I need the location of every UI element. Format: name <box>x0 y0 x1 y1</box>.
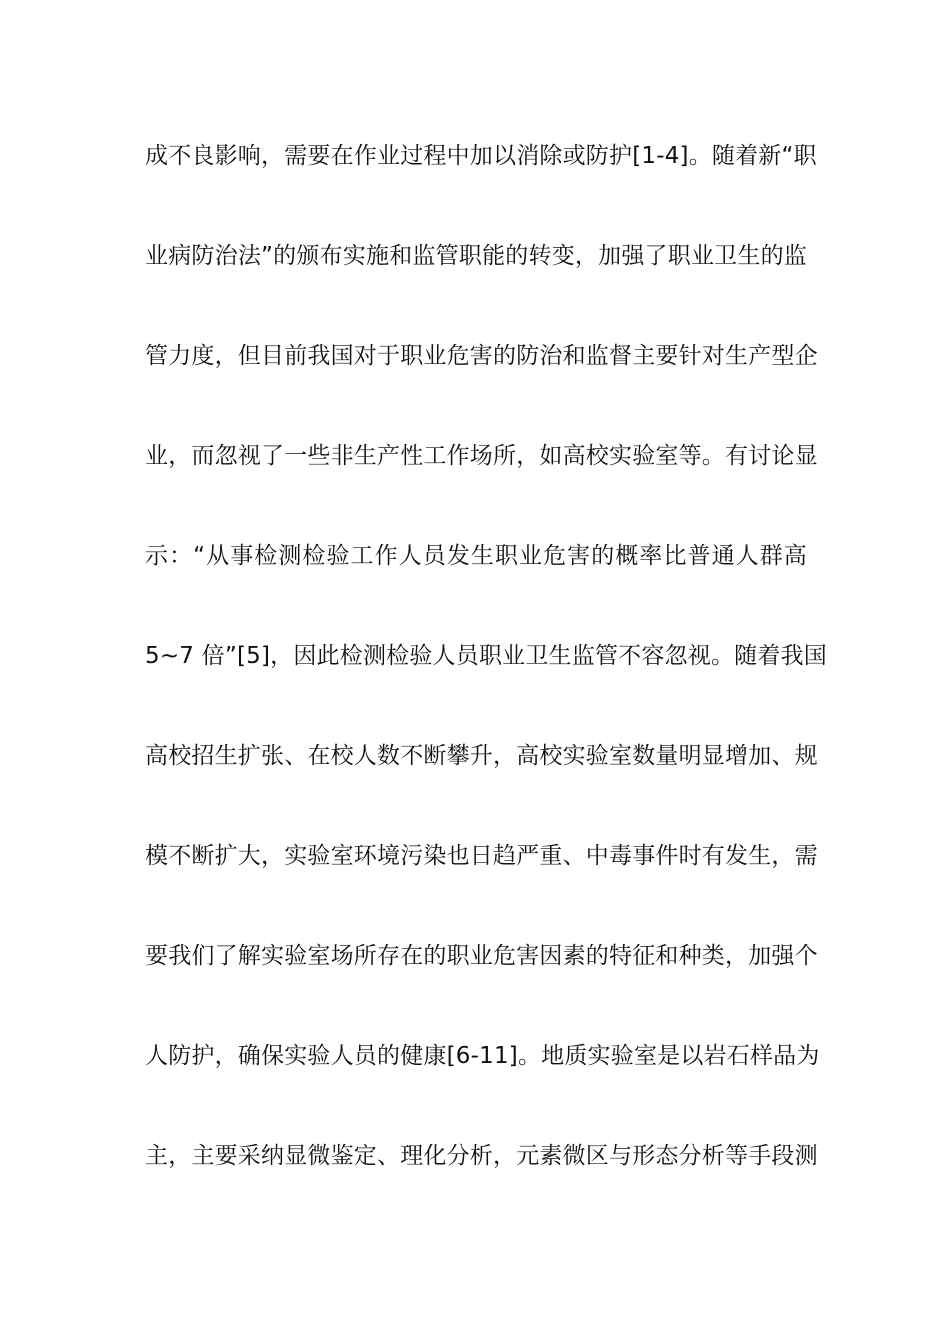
paragraph-line: 模不断扩大，实验室环境污染也日趋严重、中毒事件时有发生，需 <box>145 843 818 869</box>
paragraph-line: 人防护，确保实验人员的健康[6-11]。地质实验室是以岩石样品为 <box>145 1043 820 1069</box>
paragraph-line: 5~7 倍”[5]，因此检测检验人员职业卫生监管不容忽视。随着我国 <box>145 643 827 669</box>
paragraph-line: 要我们了解实验室场所存在的职业危害因素的特征和种类，加强个 <box>145 943 818 969</box>
paragraph-line: 示：“从事检测检验工作人员发生职业危害的概率比普通人群高 <box>145 543 807 569</box>
paragraph-line: 高校招生扩张、在校人数不断攀升，高校实验室数量明显增加、规 <box>145 743 818 769</box>
paragraph-line: 成不良影响，需要在作业过程中加以消除或防护[1-4]。随着新“职 <box>145 143 817 169</box>
paragraph-line: 主，主要采纳显微鉴定、理化分析，元素微区与形态分析等手段测 <box>145 1143 818 1169</box>
paragraph-line: 业，而忽视了一些非生产性工作场所，如高校实验室等。有讨论显 <box>145 443 818 469</box>
paragraph-line: 业病防治法”的颁布实施和监管职能的转变，加强了职业卫生的监 <box>145 243 807 269</box>
paragraph-line: 管力度，但目前我国对于职业危害的防治和监督主要针对生产型企 <box>145 343 818 369</box>
